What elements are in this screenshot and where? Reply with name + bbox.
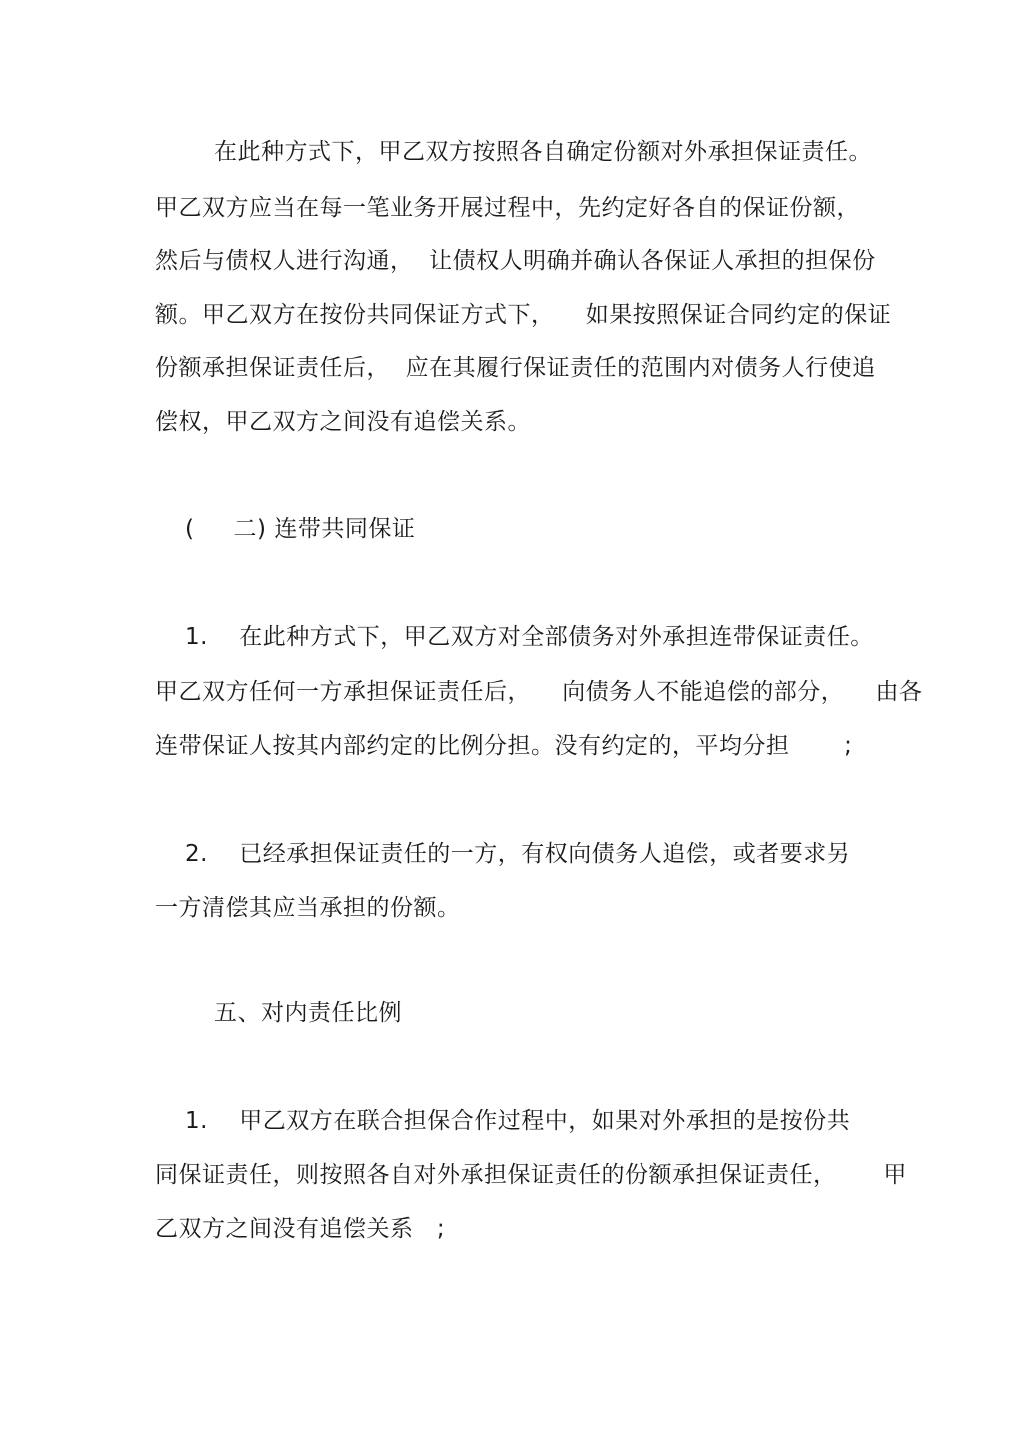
list-item-line: 1. 甲乙双方在联合担保合作过程中，如果对外承担的是按份共: [185, 1108, 851, 1134]
list-item-line: 1. 在此种方式下，甲乙双方对全部债务对外承担连带保证责任。: [185, 624, 874, 650]
paragraph-line: 甲乙双方应当在每一笔业务开展过程中，先约定好各自的保证份额，: [155, 195, 860, 221]
paragraph-line: 在此种方式下，甲乙双方按照各自确定份额对外承担保证责任。: [214, 139, 872, 165]
list-item-line: 2. 已经承担保证责任的一方，有权向债务人追偿，或者要求另: [185, 841, 851, 867]
list-item-line: 同保证责任，则按照各自对外承担保证责任的份额承担保证责任， 甲: [155, 1162, 907, 1188]
section-heading: ( 二) 连带共同保证: [185, 516, 416, 542]
list-item-line: 甲乙双方任何一方承担保证责任后， 向债务人不能追偿的部分， 由各: [155, 679, 923, 705]
list-item-line: 乙双方之间没有追偿关系 ;: [155, 1216, 446, 1242]
paragraph-line: 额。甲乙双方在按份共同保证方式下， 如果按照保证合同约定的保证: [155, 302, 892, 328]
paragraph-line: 偿权，甲乙双方之间没有追偿关系。: [155, 409, 531, 435]
list-item-line: 一方清偿其应当承担的份额。: [155, 895, 461, 921]
paragraph-line: 份额承担保证责任后， 应在其履行保证责任的范围内对债务人行使追: [155, 355, 876, 381]
list-item-line: 连带保证人按其内部约定的比例分担。没有约定的，平均分担 ;: [155, 733, 853, 759]
paragraph-line: 然后与债权人进行沟通， 让债权人明确并确认各保证人承担的担保份: [155, 248, 876, 274]
section-heading: 五、对内责任比例: [214, 1000, 402, 1026]
